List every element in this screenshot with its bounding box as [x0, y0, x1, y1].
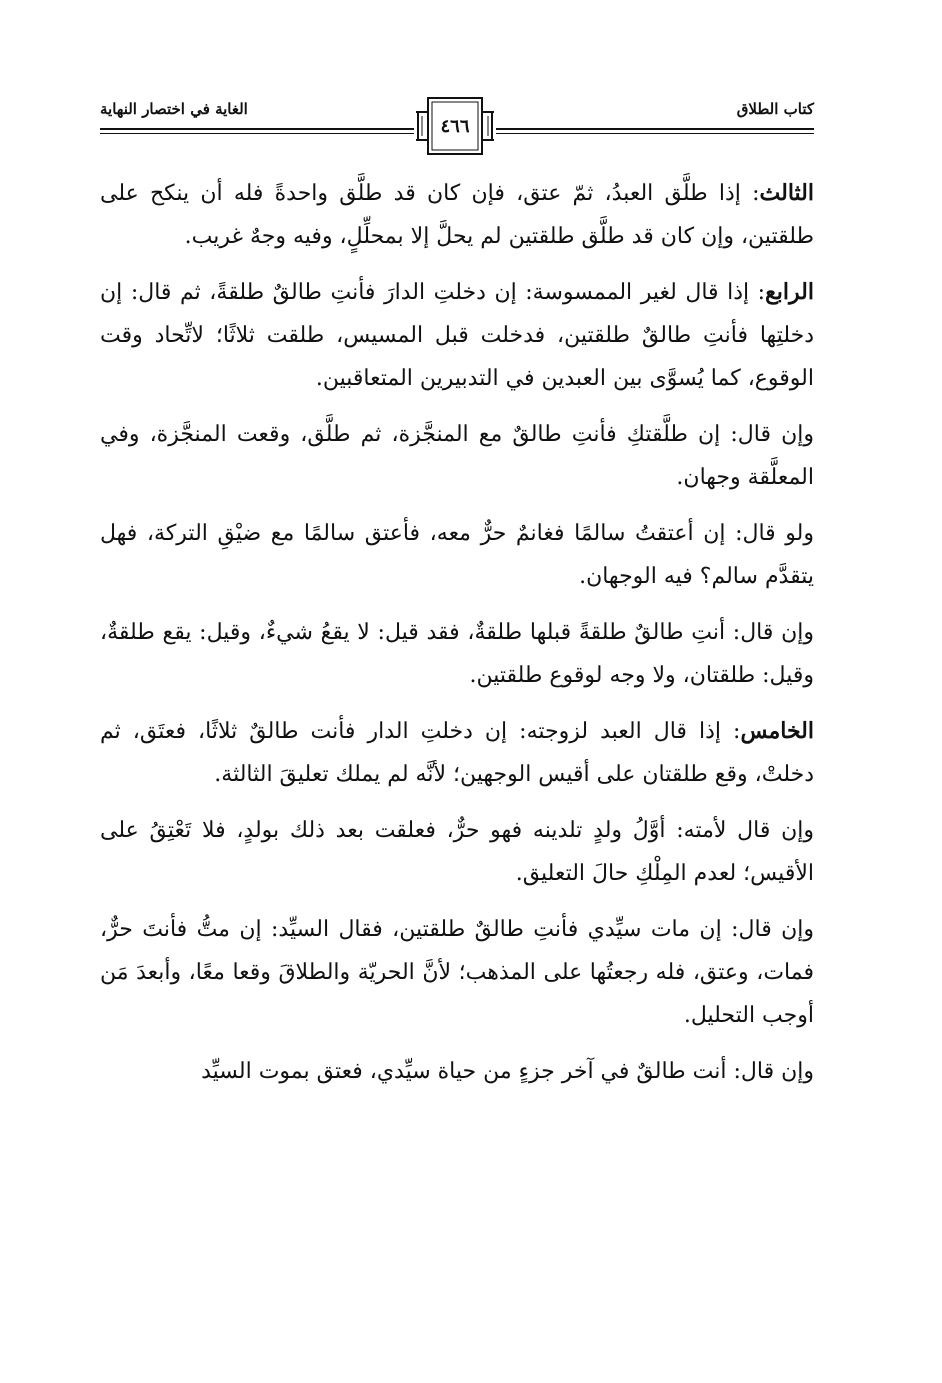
paragraph	[100, 271, 814, 400]
paragraph	[100, 512, 814, 598]
header-rule	[496, 128, 814, 130]
paragraph	[100, 908, 814, 1037]
running-header	[100, 92, 814, 170]
header-rule	[100, 128, 414, 130]
page-number: ٤٦٦	[440, 116, 470, 137]
paragraph-text: وإن قال: أنتِ طالقٌ طلقةً قبلها طلقةٌ، فقد قيل: لا يقعُ شيءٌ، وقيل: يقع طلقةٌ، وقيل: طلقتان، ولا وجه لوقوع طلقتين.	[100, 620, 814, 688]
paragraph	[100, 611, 814, 697]
paragraph-text: وإن قال لأمته: أوَّلُ ولدٍ تلدينه فهو حرٌّ، فعلقت بعد ذلك بولدٍ، فلا تَعْتِقُ على الأقيس؛ لعدم المِلْكِ حالَ التعليق.	[100, 818, 814, 886]
section-heading: الخامس	[740, 718, 814, 744]
header-rule	[496, 133, 814, 134]
header-rule	[100, 133, 414, 134]
section-heading: الرابع	[765, 279, 814, 305]
paragraph	[100, 172, 814, 258]
paragraph	[100, 710, 814, 796]
chapter-title: كتاب الطلاق	[736, 100, 814, 118]
paragraph-text: وإن قال: إن طلَّقتكِ فأنتِ طالقٌ مع المنجَّزة، ثم طلَّق، وقعت المنجَّزة، وفي المعلَّقة وجهان.	[100, 422, 814, 490]
paragraph-text: : إذا طلَّق العبدُ، ثمّ عتق، فإن كان قد طلَّق واحدةً فله أن ينكح على طلقتين، وإن كان قد طلَّق طلقتين لم يحلَّ إلا بمحلِّلٍ، وفيه وجهٌ غريب.	[100, 181, 814, 249]
paragraph-text: ولو قال: إن أعتقتُ سالمًا فغانمٌ حرٌّ معه، فأعتق سالمًا مع ضيْقِ التركة، فهل يتقدَّم سالم؟ فيه الوجهان.	[100, 521, 814, 589]
paragraph-text: وإن قال: أنت طالقٌ في آخر جزءٍ من حياة سيِّدي، فعتق بموت السيِّد	[201, 1059, 814, 1084]
body-text	[100, 172, 814, 1093]
paragraph	[100, 1050, 814, 1093]
page-number-frame	[414, 94, 496, 158]
paragraph	[100, 809, 814, 895]
paragraph-text: وإن قال: إن مات سيِّدي فأنتِ طالقٌ طلقتين، فقال السيِّد: إن متُّ فأنتَ حرٌّ، فمات، وعتق، فله رجعتُها على المذهب؛ لأنَّ الحريّة والطلاقَ وقعا معًا، وأبعدَ مَن أوجب التحليل.	[100, 917, 814, 1028]
paragraph-text: : إذا قال لغير الممسوسة: إن دخلتِ الدارَ فأنتِ طالقٌ طلقةً، ثم قال: إن دخلتِها فأنتِ طالقٌ طلقتين، فدخلت قبل المسيس، طلقت ثلاثًا؛ لاتِّحاد وقت الوقوع، كما يُسوَّى بين العبدين في التدبيرين المتعاقبين.	[100, 280, 814, 391]
paragraph	[100, 413, 814, 499]
book-title: الغاية في اختصار النهاية	[100, 100, 248, 118]
paragraph-text: : إذا قال العبد لزوجته: إن دخلتِ الدار فأنت طالقٌ ثلاثًا، فعتَق، ثم دخلتْ، وقع طلقتان على أقيس الوجهين؛ لأنَّه لم يملك تعليقَ الثالثة.	[100, 719, 814, 787]
section-heading: الثالث	[759, 180, 814, 206]
